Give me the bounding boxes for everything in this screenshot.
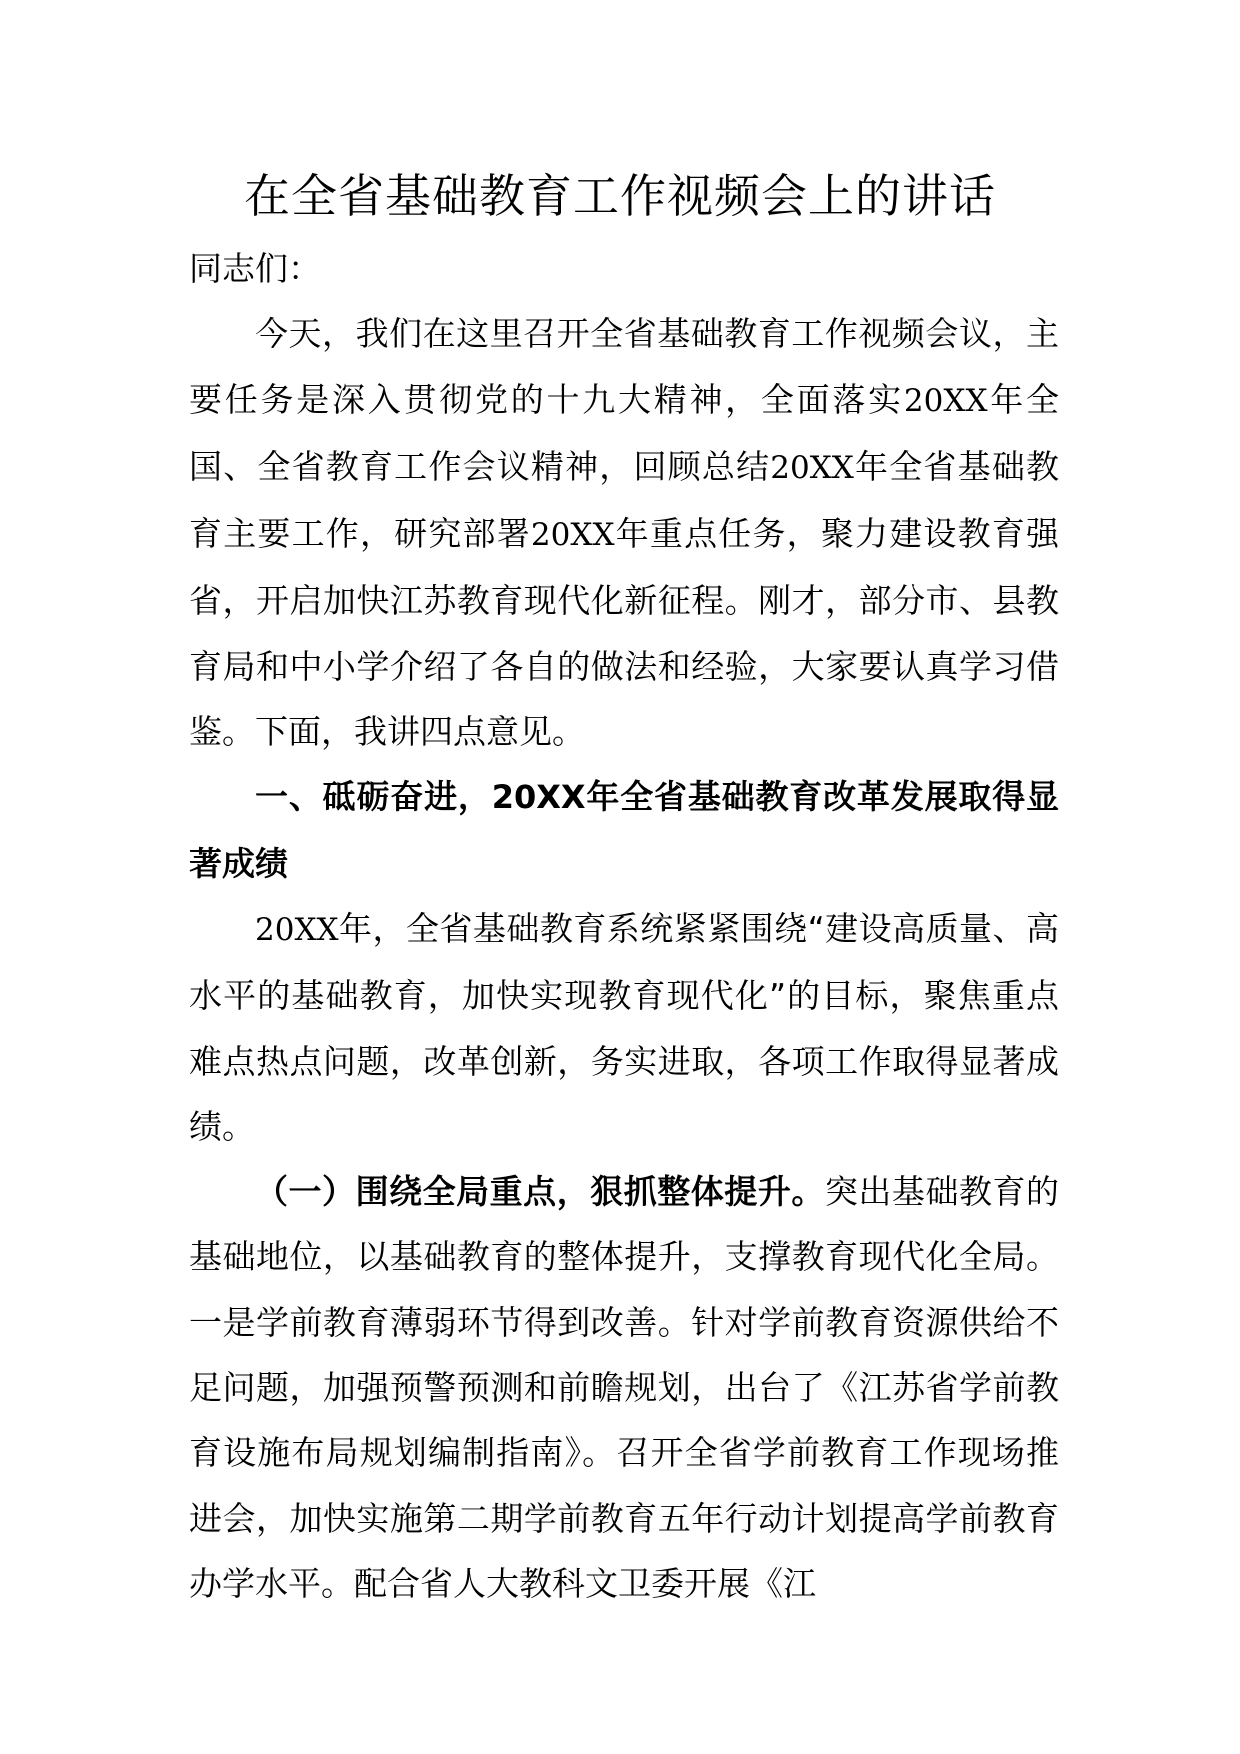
subsection-1-heading: （一）围绕全局重点，狠抓整体提升。 — [255, 1172, 825, 1212]
subsection-1-text: 突出基础教育的基础地位，以基础教育的整体提升，支撑教育现代化全局。一是学前教育薄弱环节得到改善。针对学前教育资源供给不足问题，加强预警预测和前瞻规划，出台了《江苏省学前教育设施布局规划编制指南》。召开全省学前教育工作现场推进会，加快实施第二期学前教育五年行动计划提高学前教育办学水平。配合省人大教科文卫委开展《江 — [189, 1172, 1060, 1603]
section-1-year: 20XX — [255, 911, 339, 948]
intro-year-2: 20XX — [770, 449, 854, 486]
intro-year-3: 20XX — [530, 517, 615, 554]
section-heading-1-part-a: 一、砥砺奋进， — [255, 777, 492, 817]
intro-text-4: 年重点任务，聚力建设教育强省，开启加快江苏教育现代化新征程。刚才，部分市、县教育局和中小学介绍了各自的做法和经验，大家要认真学习借鉴。下面，我讲四点意见。 — [189, 514, 1060, 752]
section-heading-1-part-b: 年全省基础教育改革发展取得显著成绩 — [189, 777, 1060, 883]
intro-text-3: 年全省基础教育主要工作，研究部署 — [189, 446, 1060, 554]
intro-text-1: 今天，我们在这里召开全省基础教育工作视频会议，主要任务是深入贯彻党的十九大精神，全面落实 — [189, 314, 1059, 419]
subsection-1-paragraph — [189, 1159, 1059, 1616]
document-body — [189, 236, 1059, 1616]
intro-year-1: 20XX — [903, 382, 988, 419]
intro-text-2: 年全国、全省教育工作会议精神，回顾总结 — [189, 379, 1060, 486]
section-heading-1-year: 20XX — [491, 778, 586, 817]
salutation: 同志们： — [189, 249, 321, 288]
document-title: 在全省基础教育工作视频会上的讲话 — [244, 169, 996, 223]
section-heading-1 — [189, 764, 1059, 896]
intro-paragraph — [189, 301, 1059, 764]
section-1-text: 年，全省基础教育系统紧紧围绕“建设高质量、高水平的基础教育，加快实现教育现代化”的目标，聚焦重点难点热点问题，改革创新，务实进取，各项工作取得显著成绩。 — [189, 908, 1059, 1146]
section-1-paragraph — [189, 896, 1059, 1159]
